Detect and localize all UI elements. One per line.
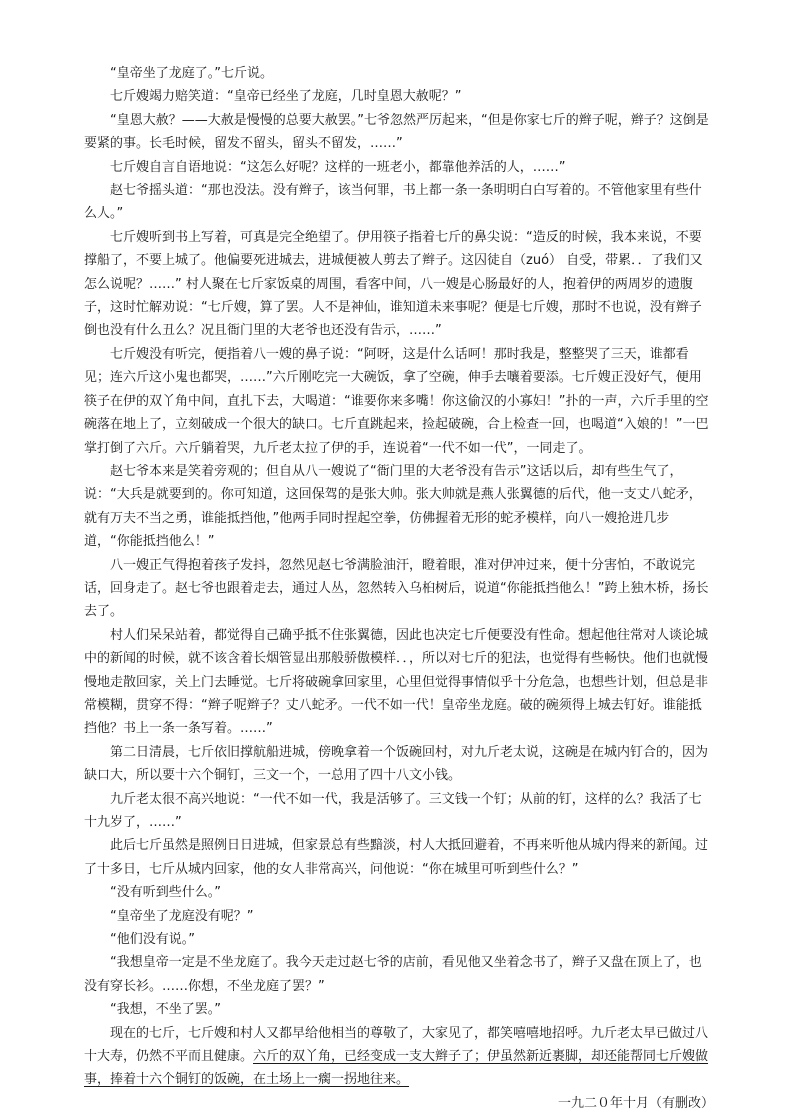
paragraph: 七斤嫂没有听完，便指着八一嫂的鼻子说：“阿呀，这是什么话呵！那时我是，整整哭了三天，谁都看见；连六斤这小鬼也都哭，……”六斤刚吃完一大碗饭，拿了空碗，伸手去嚷着要添。七斤嫂正没好气，便用筷子在伊的双丫角中间，直扎下去，大喝道：“谁要你来多嘴！你这偷汉的小寡妇！”扑的一声，六斤手里的空碗落在地上了，立刻破成一个很大的缺口。七斤直跳起来，捡起破碗，合上检查一回，也喝道“入娘的！”一巴掌打倒了六斤。六斤躺着哭，九斤老太拉了伊的手，连说着“一代不如一代”，一同走了。: [84, 346, 709, 456]
paragraph: 七斤嫂听到书上写着，可真是完全绝望了。伊用筷子指着七斤的鼻尖说：“造反的时候，我本来说，不要撑船了，不要上城了。他偏要死进城去，进城便被人剪去了辫子。这囚徒自（zuó） 自受，带累．．了我们又怎么说呢？……” 村人聚在七斤家饭桌的周围，看客中间，八一嫂是心肠最好的人，抱着伊的两周岁的遗腹子，这时忙解劝说：“七斤嫂，算了罢。人不是神仙，谁知道未来事呢？便是七斤嫂，那时不也说，没有辫子倒也没有什么丑么？况且衙门里的大老爷也还没有告示，……”: [84, 229, 703, 339]
dialog-line: “我想皇帝一定是不坐龙庭了。我今天走过赵七爷的店前，看见他又坐着念书了，辫子又盘在顶上了，也没有穿长衫。……你想，不坐龙庭了罢？”: [84, 955, 702, 994]
paragraph: “皇恩大赦？——大赦是慢慢的总要大赦罢。”七爷忽然严厉起来，“但是你家七斤的辫子呢，辫子？这倒是要紧的事。长毛时候，留发不留头，留头不留发，……”: [84, 112, 709, 152]
dialog-line: “我想，不坐了罢。”: [110, 1002, 221, 1018]
paragraph: 此后七斤虽然是照例日日进城，但家景总有些黯淡，村人大抵回避着，不再来听他从城内得来的新闻。过了十多日，七斤从城内回家，他的女人非常高兴，问他说：“你在城里可听到些什么？”: [84, 838, 709, 877]
paragraph: 村人们呆呆站着，都觉得自己确乎抵不住张翼德，因此也决定七斤便要没有性命。想起他往常对人谈论城中的新闻的时候，就不该含着长烟管显出那般骄傲模样．．，所以对七斤的犯法，也觉得有些畅快。他们也就慢慢地走散回家，关上门去睡觉。七斤将破碗拿回家里，心里但觉得事情似乎十分危急，也想些计划，但总是非常模糊，贯穿不得：“辫子呢辫子？丈八蛇矛。一代不如一代！皇帝坐龙庭。破的碗须得上城去钉好。谁能抵挡他？书上一条一条写着。……”: [84, 627, 709, 737]
story-page: [84, 62, 714, 1115]
paragraph: 第二日清晨，七斤依旧撑航船进城，傍晚拿着一个饭碗回村，对九斤老太说，这碗是在城内钉合的，因为缺口大，所以要十六个铜钉，三文一个，一总用了四十八文小钱。: [84, 744, 709, 784]
dialog-line: “没有听到些什么。”: [110, 885, 221, 901]
date-signature: 一九二０年十月（有删改）: [557, 1095, 714, 1111]
paragraph: 赵七爷本来是笑着旁观的；但自从八一嫂说了“衙门里的大老爷没有告示”这话以后，却有些生气了，说：“大兵是就要到的。你可知道，这回保驾的是张大帅。张大帅就是燕人张翼德的后代，他一支丈八蛇矛，就有万夫不当之勇，谁能抵挡他，”他两手同时捏起空拳，仿佛握着无形的蛇矛模样，向八一嫂抢进几步道，“你能抵挡他么！”: [84, 463, 702, 550]
paragraph: 七斤嫂自言自语地说：“这怎么好呢？这样的一班老小，都靠他养活的人，……”: [110, 159, 566, 175]
underlined-passage: 六斤的双丫角，已经变成一支大辫子了；伊虽然新近裹脚，却还能帮同七斤嫂做事，捧着十六个铜钉的饭碗，在土场上一瘸一拐地往来。: [84, 1049, 709, 1088]
paragraph: 七斤嫂竭力赔笑道：“皇帝已经坐了龙庭，几时皇恩大赦呢？”: [110, 89, 462, 105]
final-plain-text: 现在的七斤，七斤嫂和村人又都早给他相当的尊敬了，大家见了，都笑嘻嘻地招呼。九斤老太早已做过八十大寿，仍然不平而且健康。: [84, 1025, 709, 1065]
paragraph: 赵七爷摇头道：“那也没法。没有辫子，该当何罪，书上都一条一条明明白白写着的。不管他家里有些什么人。”: [84, 183, 702, 222]
dialog-line: “皇帝坐了龙庭没有呢？”: [110, 908, 254, 924]
final-paragraph: [84, 1022, 714, 1092]
dialog-line: “他们没有说。”: [110, 932, 195, 948]
paragraph: 八一嫂正气得抱着孩子发抖，忽然见赵七爷满脸油汗，瞪着眼，准对伊冲过来，便十分害怕，不敢说完话，回身走了。赵七爷也跟着走去，通过人丛，忽然转入乌桕树后，说道“你能抵挡他么！”跨上独木桥，扬长去了。: [84, 557, 709, 620]
paragraph: “皇帝坐了龙庭了。”七斤说。: [110, 66, 273, 81]
paragraph: 九斤老太很不高兴地说：“一代不如一代，我是活够了。三文钱一个钉；从前的钉，这样的么？我活了七十九岁了，……”: [84, 791, 702, 830]
